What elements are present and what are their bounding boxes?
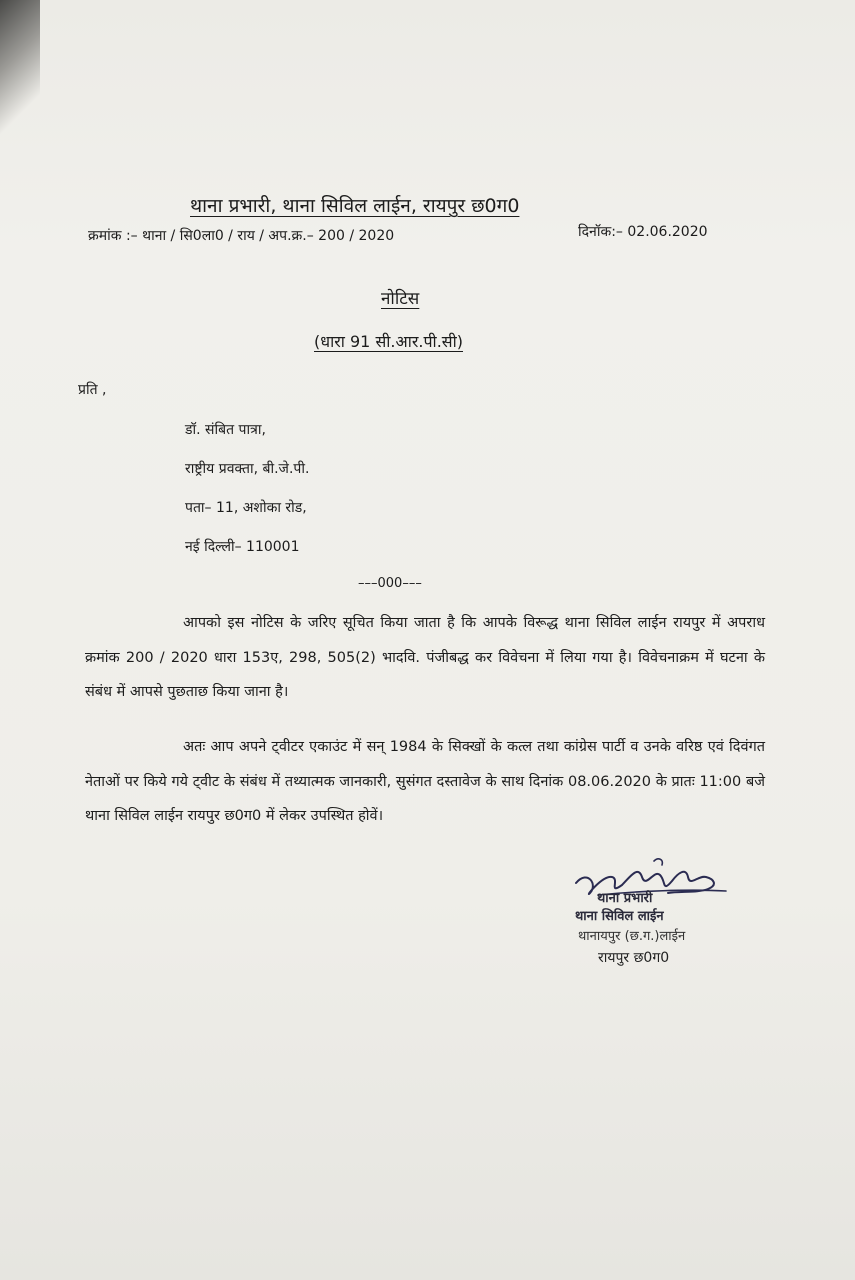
stamp-line: थाना प्रभारी	[597, 891, 653, 906]
separator: –––000–––	[358, 576, 422, 591]
issue-date: दिनॉक:– 02.06.2020	[578, 224, 708, 240]
legal-section: (धारा 91 सी.आर.पी.सी)	[314, 332, 463, 351]
body-paragraph: आपको इस नोटिस के जरिए सूचित किया जाता है कि आपके विरूद्ध थाना सिविल लाईन रायपुर में अपराध क्रमांक 200 / 2020 धारा 153ए, 298, 505(2) भादवि. पंजीबद्ध कर विवेचना में लिया गया है। विवेचनाक्रम में घटना के संबंध में आपसे पुछताछ किया जाना है।	[85, 615, 765, 700]
reference-number: क्रमांक :– थाना / सि0ला0 / राय / अप.क्र.– 200 / 2020	[88, 228, 395, 244]
office-heading: थाना प्रभारी, थाना सिविल लाईन, रायपुर छ0ग0	[190, 195, 520, 217]
stamp-line: थानायपुर (छ.ग.)लाईन	[578, 929, 686, 944]
recipient-label: प्रति ,	[78, 382, 107, 398]
recipient-city: नई दिल्ली– 110001	[185, 539, 300, 555]
recipient-name: डॉ. संबित पात्रा,	[185, 422, 266, 438]
signature-place: रायपुर छ0ग0	[598, 950, 670, 966]
recipient-address: पता– 11, अशोका रोड,	[185, 500, 307, 516]
stamp-line: थाना सिविल लाईन	[575, 909, 664, 924]
body-paragraph: अतः आप अपने ट्वीटर एकाउंट में सन् 1984 के सिक्खों के कत्ल तथा कांग्रेस पार्टी व उनके वरिष्ठ एवं दिवंगत नेताओं पर किये गये ट्वीट के संबंध में तथ्यात्मक जानकारी, सुसंगत दस्तावेज के साथ दिनांक 08.06.2020 के प्रातः 11:00 बजे थाना सिविल लाईन रायपुर छ0ग0 में लेकर उपस्थित होवें।	[85, 739, 765, 824]
recipient-designation: राष्ट्रीय प्रवक्ता, बी.जे.पी.	[185, 461, 310, 477]
notice-title: नोटिस	[381, 289, 420, 309]
page-corner-shadow	[0, 0, 40, 140]
